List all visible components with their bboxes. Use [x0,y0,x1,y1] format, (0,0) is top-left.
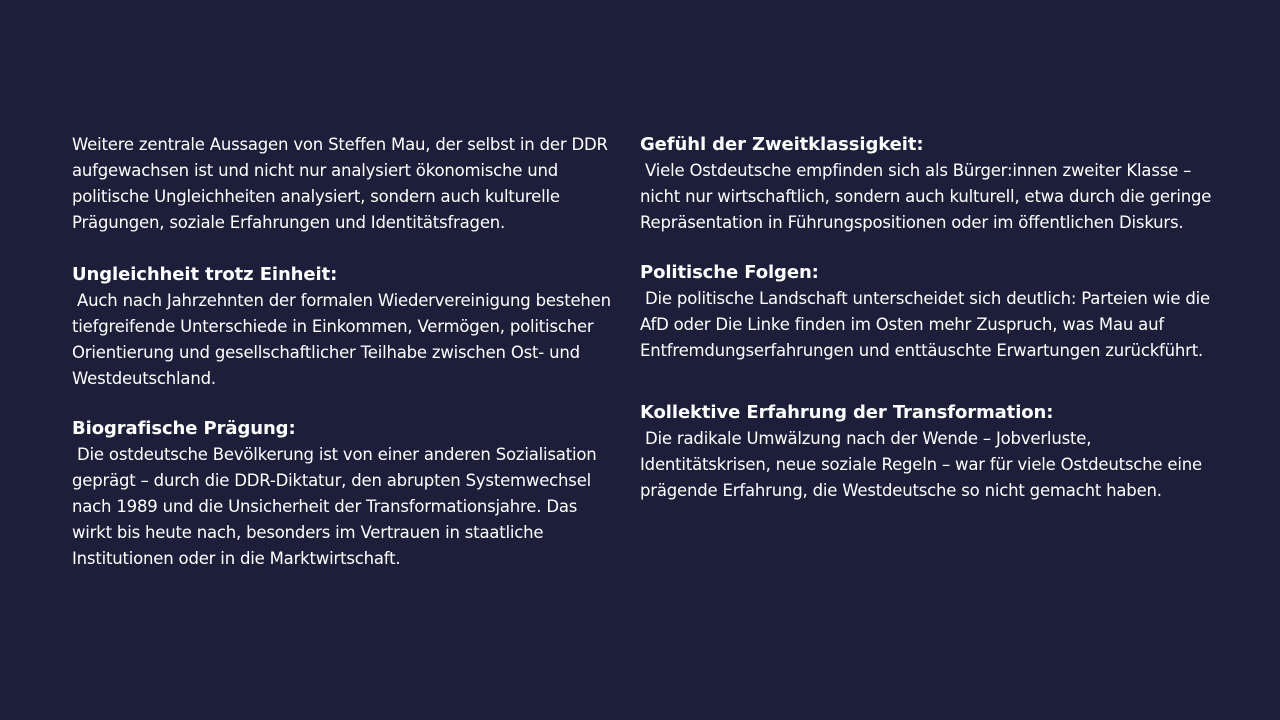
left-column [72,132,612,572]
section-body: Viele Ostdeutsche empfinden sich als Bürger:innen zweiter Klasse – nicht nur wirtschaftlich, sondern auch kulturell, etwa durch die geringe Repräsentation in Führungspositionen oder im öffentlichen Diskurs. [640,161,1212,232]
section-body: Die ostdeutsche Bevölkerung ist von einer anderen Sozialisation geprägt – durch die DDR-Diktatur, den abrupten Systemwechsel nach 1989 und die Unsicherheit der Transformationsjahre. Das wirkt bis heute nach, besonders im Vertrauen in staatliche Institutionen oder in die Marktwirtschaft. [72,445,597,568]
section-body: Auch nach Jahrzehnten der formalen Wiedervereinigung bestehen tiefgreifende Unterschiede in Einkommen, Vermögen, politischer Orientierung und gesellschaftlicher Teilhabe zwischen Ost- und Westdeutschland. [72,291,611,388]
intro-paragraph: Weitere zentrale Aussagen von Steffen Mau, der selbst in der DDR aufgewachsen ist und nicht nur analysiert ökonomische und politische Ungleichheiten analysiert, sondern auch kulturelle Prägungen, soziale Erfahrungen und Identitätsfragen. [72,135,608,232]
section-title: Ungleichheit trotz Einheit: [72,264,338,285]
section-title: Gefühl der Zweitklassigkeit: [640,134,924,155]
section-politische-folgen [640,260,1215,364]
section-kollektive-erfahrung [640,400,1215,504]
section-biografische-praegung [72,416,612,572]
section-title: Politische Folgen: [640,262,819,283]
section-title: Kollektive Erfahrung der Transformation: [640,402,1054,423]
section-body: Die radikale Umwälzung nach der Wende – Jobverluste, Identitätskrisen, neue soziale Regeln – war für viele Ostdeutsche eine prägende Erfahrung, die Westdeutsche so nicht gemacht haben. [640,429,1202,500]
right-column [640,132,1215,504]
section-title: Biografische Prägung: [72,418,296,439]
section-zweitklassigkeit [640,132,1215,236]
section-ungleichheit [72,262,612,392]
section-body: Die politische Landschaft unterscheidet sich deutlich: Parteien wie die AfD oder Die Linke finden im Osten mehr Zuspruch, was Mau auf Entfremdungserfahrungen und enttäuschte Erwartungen zurückführt. [640,289,1210,360]
